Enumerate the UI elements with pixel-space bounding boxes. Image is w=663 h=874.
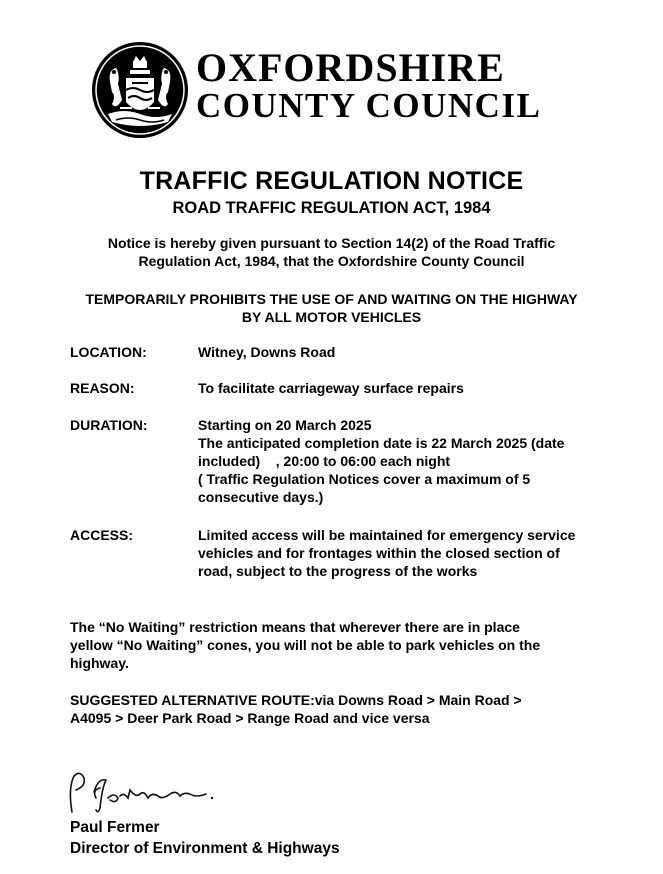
notice-intro-line2: Regulation Act, 1984, that the Oxfordshire County Council [138, 253, 525, 269]
reason-label: REASON: [70, 380, 135, 396]
route-line2: A4095 > Deer Park Road > Range Road and vice versa [70, 710, 430, 726]
council-name [196, 45, 542, 125]
location-label: LOCATION: [70, 344, 147, 360]
prohibition-line2: BY ALL MOTOR VEHICLES [241, 309, 422, 325]
duration-line1: Starting on 20 March 2025 [198, 417, 372, 433]
no-waiting-line3: highway. [70, 655, 129, 671]
duration-line2: The anticipated completion date is 22 March 2025 (date [198, 435, 565, 451]
handwritten-signature [66, 768, 226, 818]
duration-line5: consecutive days.) [198, 489, 324, 505]
alternative-route-paragraph [70, 691, 630, 727]
access-label: ACCESS: [70, 527, 134, 543]
no-waiting-paragraph [70, 618, 630, 672]
duration-line4: ( Traffic Regulation Notices cover a maximum of 5 [198, 471, 531, 487]
council-header [90, 40, 570, 140]
council-name-line2: COUNTY COUNCIL [196, 86, 542, 125]
notice-title: TRAFFIC REGULATION NOTICE [139, 167, 524, 195]
access-line1: Limited access will be maintained for emergency service [198, 527, 576, 543]
duration-line3: included) , 20:00 to 06:00 each night [198, 453, 451, 469]
route-line1: SUGGESTED ALTERNATIVE ROUTE:via Downs Road > Main Road > [70, 692, 522, 708]
access-line3: road, subject to the progress of the works [198, 563, 478, 579]
duration-value [198, 416, 638, 506]
no-waiting-line2: yellow “No Waiting” cones, you will not be able to park vehicles on the [70, 637, 541, 653]
notice-subtitle: ROAD TRAFFIC REGULATION ACT, 1984 [172, 199, 491, 217]
location-value: Witney, Downs Road [198, 344, 336, 360]
council-name-line1: OXFORDSHIRE [196, 45, 505, 90]
access-value [198, 526, 638, 580]
duration-label: DURATION: [70, 417, 148, 433]
council-crest-icon [90, 40, 190, 140]
signatory-title: Director of Environment & Highways [70, 840, 340, 857]
prohibition-line1: TEMPORARILY PROHIBITS THE USE OF AND WAITING ON THE HIGHWAY [85, 291, 578, 307]
no-waiting-line1: The “No Waiting” restriction means that wherever there are in place [70, 619, 520, 635]
access-line2: vehicles and for frontages within the closed section of [198, 545, 560, 561]
reason-value: To facilitate carriageway surface repairs [198, 380, 464, 396]
prohibition-statement [0, 290, 663, 326]
notice-intro-line1: Notice is hereby given pursuant to Section 14(2) of the Road Traffic [107, 235, 556, 251]
notice-intro [0, 234, 663, 270]
signatory-name: Paul Fermer [70, 819, 160, 836]
